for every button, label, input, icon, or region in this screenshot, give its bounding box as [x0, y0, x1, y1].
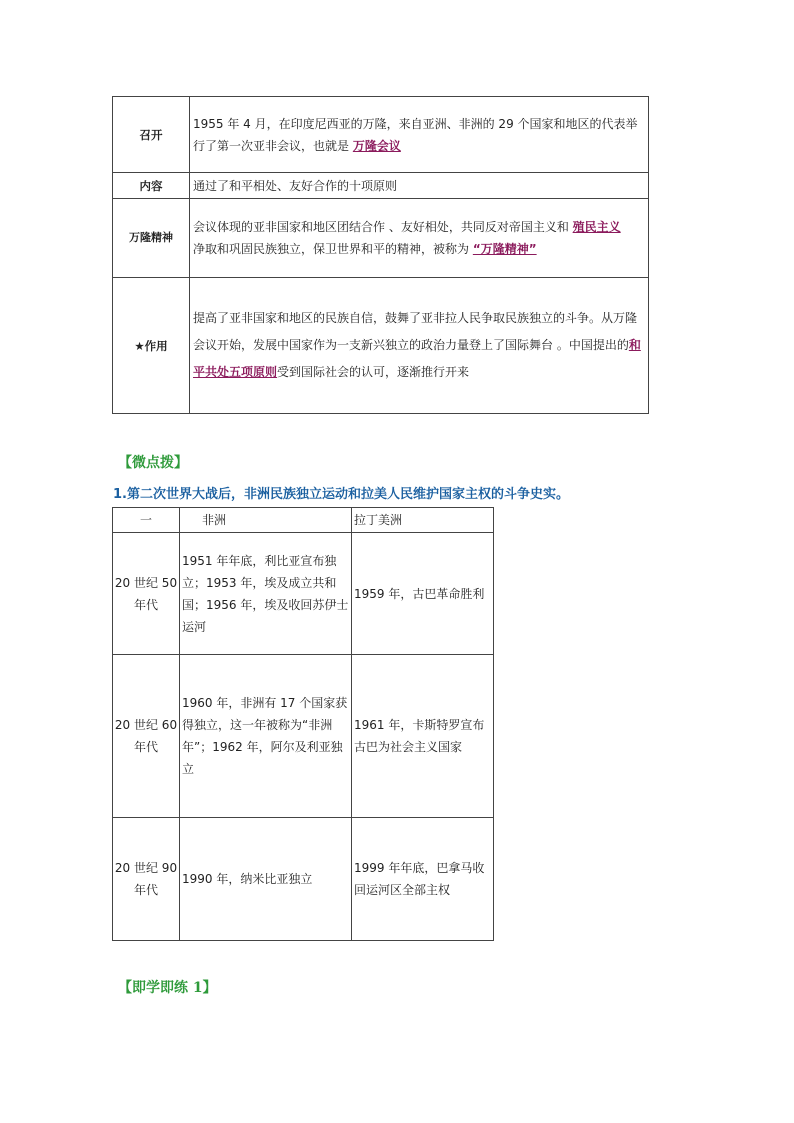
header-cell: 非洲	[180, 508, 352, 533]
row-label: 召开	[113, 97, 190, 173]
row-content: 提高了亚非国家和地区的民族自信，鼓舞了亚非拉人民争取民族独立的斗争。从万隆会议开始，发展中国家作为一支新兴独立的政治力量登上了国际舞台 。中国提出的和平共处五项原则受到国际社会的认可，逐渐推行开来	[190, 278, 649, 414]
table-row	[113, 655, 494, 818]
africa-cell: 1990 年，纳米比亚独立	[180, 818, 352, 941]
row-content: 通过了和平相处、友好合作的十项原则	[190, 173, 649, 199]
row-label: 万隆精神	[113, 199, 190, 278]
row-content: 会议体现的亚非国家和地区团结合作 、友好相处，共同反对帝国主义和 殖民主义 净取和巩固民族独立，保卫世界和平的精神，被称为 “万隆精神”	[190, 199, 649, 278]
section-heading: 【即学即练 1】	[118, 980, 217, 996]
row-content: 1955 年 4 月，在印度尼西亚的万隆，来自亚洲、非洲的 29 个国家和地区的代表举行了第一次亚非会议，也就是 万隆会议	[190, 97, 649, 173]
header-cell: 拉丁美洲	[352, 508, 494, 533]
independence-table	[112, 507, 494, 941]
highlight-term: “万隆精神”	[472, 242, 537, 256]
africa-cell: 1951 年年底，利比亚宣布独立；1953 年，埃及成立共和国；1956 年，埃及收回苏伊士运河	[180, 533, 352, 655]
header-cell: 一	[113, 508, 180, 533]
row-label: 内容	[113, 173, 190, 199]
period-cell: 20 世纪 50 年代	[113, 533, 180, 655]
latam-cell: 1999 年年底，巴拿马收回运河区全部主权	[352, 818, 494, 941]
wanlong-conference-table	[112, 96, 649, 414]
note-text: 1.第二次世界大战后，非洲民族独立运动和拉美人民维护国家主权的斗争史实。	[113, 487, 569, 502]
period-cell: 20 世纪 60 年代	[113, 655, 180, 818]
africa-cell: 1960 年，非洲有 17 个国家获得独立，这一年被称为“非洲年”；1962 年，阿尔及利亚独立	[180, 655, 352, 818]
highlight-term: 万隆会议	[352, 138, 401, 153]
latam-cell: 1961 年，卡斯特罗宣布古巴为社会主义国家	[352, 655, 494, 818]
table-row	[113, 533, 494, 655]
highlight-term: 和平共处五项原则	[193, 338, 641, 379]
section-heading: 【微点拨】	[118, 455, 188, 471]
row-label: ★作用	[113, 278, 190, 414]
highlight-term: 殖民主义	[572, 220, 621, 234]
period-cell: 20 世纪 90 年代	[113, 818, 180, 941]
table-row	[113, 818, 494, 941]
latam-cell: 1959 年，古巴革命胜利	[352, 533, 494, 655]
